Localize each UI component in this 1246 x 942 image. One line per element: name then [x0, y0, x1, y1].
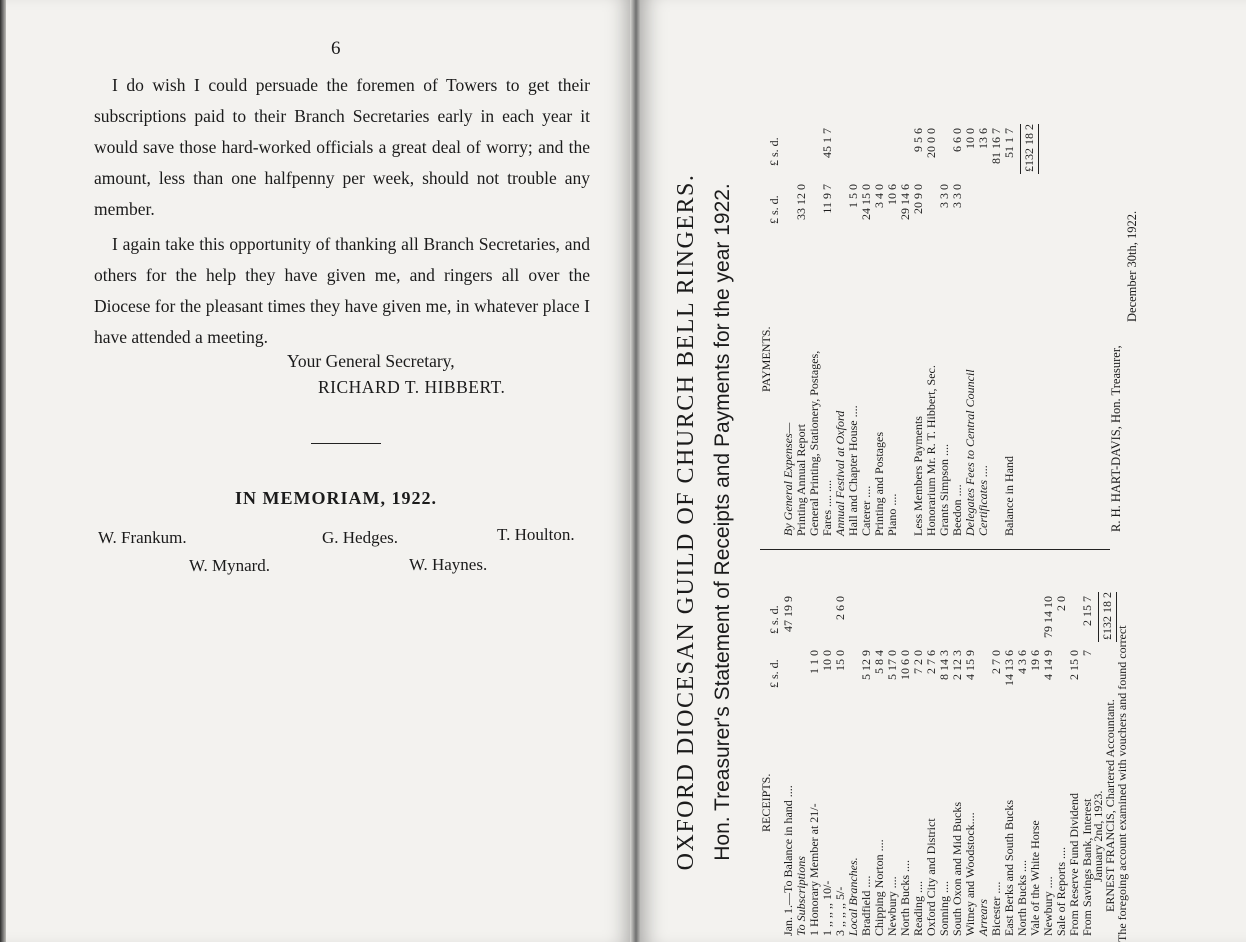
ledger-label: To Subscriptions [794, 856, 808, 936]
ledger-label: By General Expenses— [781, 422, 795, 536]
ledger-label: Delegates Fees to Central Council [963, 369, 977, 536]
col-header: £ s. d. [767, 137, 781, 166]
ledger-label: Newbury .... [885, 876, 899, 936]
memoriam-name: T. Houlton. [497, 525, 575, 544]
ledger-amount: 4 15 9 [963, 650, 977, 680]
divider [311, 443, 381, 444]
col-header: £ s. d. [767, 195, 781, 224]
ledger-amount: 1 5 0 [846, 184, 860, 208]
ledger-amount: 1 1 0 [807, 650, 821, 674]
ledger-amount: 3 3 0 [937, 184, 951, 208]
paragraph-subscriptions: I do wish I could persuade the foremen of Towers to get their subscriptions paid to their Branch Secretaries early in each year it would save those hard-worked officials a great deal of worry; and the amount, less than one halfpenny per week, should not trouble any member. [94, 75, 590, 219]
ledger-subtotal: 2 6 0 [833, 596, 847, 620]
ledger-subtotal: 9 5 6 [911, 128, 925, 152]
ledger-label: Piano .... [885, 493, 899, 536]
ledger-label: Caterer .... [859, 485, 873, 536]
ledger-amount: 2 12 3 [950, 650, 964, 680]
total-rule [1098, 592, 1099, 642]
audit-date: January 2nd, 1923. [1091, 790, 1105, 882]
auditor: ERNEST FRANCIS, Chartered Accountant. [1103, 699, 1117, 912]
ledger-label: North Bucks .... [898, 860, 912, 936]
ledger-amount: 3 4 0 [872, 184, 886, 208]
ledger-amount: 5 8 4 [872, 650, 886, 674]
memoriam-title: IN MEMORIAM, 1922. [235, 488, 437, 508]
ledger-total: £132 18 2 [1100, 592, 1114, 640]
memoriam-name: W. Haynes. [409, 555, 488, 574]
ledger-amount: 3 3 0 [950, 184, 964, 208]
ledger-amount: 11 9 7 [820, 184, 834, 214]
ledger-amount: 2 7 6 [924, 650, 938, 674]
ledger-label: Reading .... [911, 881, 925, 936]
ledger-subtotal: 79 14 10 [1041, 596, 1055, 638]
ledger-label: Certificates .... [976, 465, 990, 536]
ledger-amount: 5 12 9 [859, 650, 873, 680]
ledger-label: Witney and Woodstock.... [963, 812, 977, 936]
ledger-amount: 19 6 [1028, 650, 1042, 671]
ledger-label: From Savings Bank, Interest [1080, 798, 1094, 936]
ledger-label: North Bucks .... [1015, 860, 1029, 936]
ledger-amount: 14 13 6 [1002, 650, 1016, 686]
total-rule [1038, 124, 1039, 174]
ledger-label: 3 ,, ,, ,, 5/- [833, 886, 847, 936]
total-rule [1020, 124, 1021, 174]
ledger-label: From Reserve Fund Dividend [1067, 793, 1081, 936]
ledger-label: Honorarium Mr. R. T. Hibbert, Sec. [924, 365, 938, 536]
ledger-label: South Oxon and Mid Bucks [950, 801, 964, 936]
memoriam-name: W. Mynard. [189, 556, 271, 575]
ledger-amount: 8 14 3 [937, 650, 951, 680]
ledger-label: Hall and Chapter House .... [846, 405, 860, 536]
ledger-label: Less Members Payments [911, 416, 925, 536]
ledger-subtotal: 20 0 0 [924, 128, 938, 158]
ledger-label: Chipping Norton .... [872, 839, 886, 936]
ledger-label: Sale of Reports .... [1054, 847, 1068, 936]
ledger-label: Sonning .... [937, 880, 951, 936]
paragraph-thanks: I again take this opportunity of thanking all Branch Secretaries, and others for the help they have given me, and ringers all over the Diocese for the pleasant times they have given me, in whatever place I have attended a meeting. [94, 234, 590, 347]
ledger-amount: 10 0 [820, 650, 834, 671]
ledger-subtotal: 47 19 9 [781, 596, 795, 632]
ledger-label: Grants Simpson .... [937, 443, 951, 536]
ledger-amount: 2 15 0 [1067, 650, 1081, 680]
ledger-label: Printing Annual Report [794, 424, 808, 536]
column-divider [760, 549, 1110, 550]
col-header: £ s. d. [767, 605, 781, 634]
ledger-amount: 15 0 [833, 650, 847, 671]
statement-subtitle: Hon. Treasurer's Statement of Receipts and Payments for the year 1922. [711, 183, 734, 861]
ledger-label: 1 Honorary Member at 21/- [807, 803, 821, 936]
ledger-amount: 5 17 0 [885, 650, 899, 680]
ledger-amount: 20 9 0 [911, 184, 925, 214]
ledger-total: £132 18 2 [1022, 124, 1036, 172]
ledger-subtotal: 6 6 0 [950, 128, 964, 152]
ledger-amount: 10 6 0 [898, 650, 912, 680]
page-edge [0, 0, 6, 942]
ledger-label: Beedon .... [950, 484, 964, 536]
ledger-label: Arrears [976, 899, 990, 936]
ledger-subtotal: 45 1 7 [820, 128, 834, 158]
treasurer: R. H. HART-DAVIS, Hon. Treasurer, [1109, 345, 1123, 532]
col-header: £ s. d. [767, 659, 781, 688]
ledger-label: Vale of the White Horse [1028, 820, 1042, 936]
audit-statement: The foregoing account examined with vouchers and found correct [1115, 625, 1129, 942]
ledger-label: Oxford City and District [924, 818, 938, 936]
ledger-rotated [673, 102, 1150, 942]
ledger-amount: 10 6 [885, 184, 899, 205]
ledger-amount: 4 3 6 [1015, 650, 1029, 674]
ledger-subtotal: 2 15 7 [1080, 596, 1094, 626]
treasurer-date: December 30th, 1922. [1125, 210, 1139, 322]
ledger-label: East Berks and South Bucks [1002, 800, 1016, 936]
ledger-label: Local Branches. [846, 857, 860, 936]
ledger-label: Bradfield .... [859, 875, 873, 936]
ledger-subtotal: 2 0 [1054, 596, 1068, 611]
ledger-label: General Printing, Stationery, Postages, [807, 350, 821, 536]
ledger-subtotal: 10 0 [963, 128, 977, 149]
ledger-label: Fares .... .... [820, 480, 834, 536]
memoriam-name: G. Hedges. [322, 528, 399, 547]
ledger-label: 1 ,, ,, ,, 10/- [820, 880, 834, 936]
audit-line [1116, 625, 1129, 942]
guild-title: OXFORD DIOCESAN GUILD OF CHURCH BELL RINGERS. [673, 173, 699, 871]
ledger-label: Printing and Postages [872, 432, 886, 536]
page-number: 6 [331, 38, 341, 59]
ledger-label: Newbury .... [1041, 876, 1055, 936]
ledger-subtotal: 13 6 [976, 128, 990, 149]
ledger-amount: 24 15 0 [859, 184, 873, 220]
ledger-amount: 33 12 0 [794, 184, 808, 220]
ledger-subtotal: 81 16 7 [989, 128, 1003, 164]
ledger-label: Balance in Hand [1002, 456, 1016, 536]
ledger-amount: 29 14 6 [898, 184, 912, 220]
signature: RICHARD T. HIBBERT. [318, 377, 506, 397]
signoff: Your General Secretary, [287, 351, 455, 371]
receipts-heading: RECEIPTS. [759, 773, 773, 832]
payments-heading: PAYMENTS. [759, 326, 773, 392]
ledger-label: Jan. 1.—To Balance in hand .... [781, 785, 795, 936]
ledger-amount: 4 14 9 [1041, 650, 1055, 680]
ledger-label: Bicester .... [989, 881, 1003, 936]
memoriam-name: W. Frankum. [98, 528, 187, 547]
ledger-amount: 7 [1080, 650, 1094, 656]
ledger-amount: 7 2 0 [911, 650, 925, 674]
ledger-amount: 2 7 0 [989, 650, 1003, 674]
ledger-label: Annual Festival at Oxford [833, 410, 847, 536]
ledger-subtotal: 51 1 7 [1002, 128, 1016, 158]
